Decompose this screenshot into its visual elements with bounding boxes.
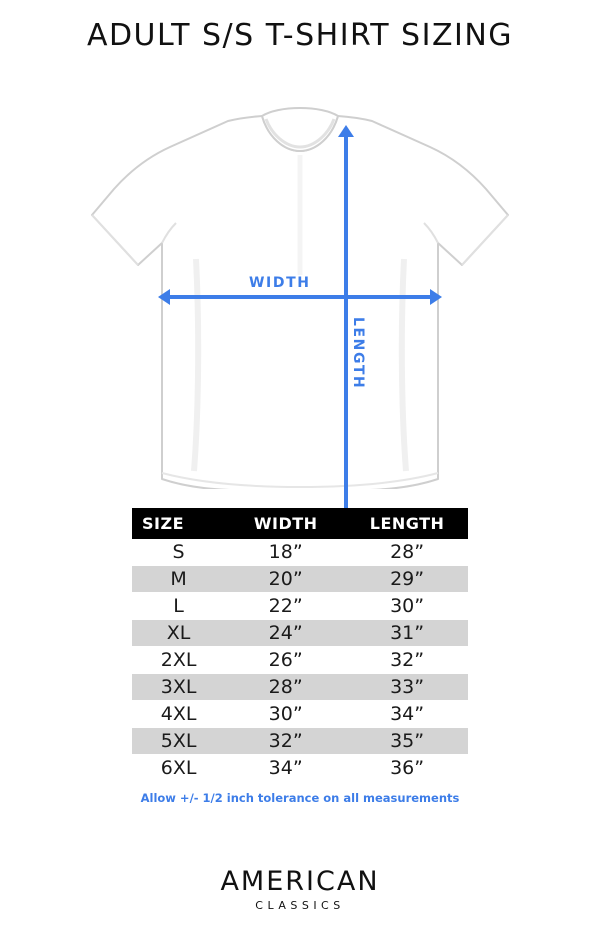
size-table-wrapper [132,508,468,805]
cell-width: 28” [225,674,346,701]
brand-name: AMERICAN [220,866,380,897]
cell-size: L [132,593,225,620]
cell-size: 2XL [132,647,225,674]
cell-length: 30” [346,593,468,620]
cell-size: S [132,539,225,566]
cell-length: 28” [346,539,468,566]
cell-width: 24” [225,620,346,647]
cell-width: 18” [225,539,346,566]
brand-logo [0,866,600,912]
page-title: ADULT S/S T-SHIRT SIZING [86,18,514,53]
cell-length: 31” [346,620,468,647]
cell-size: 6XL [132,755,225,782]
cell-width: 20” [225,566,346,593]
table-row [132,647,468,674]
cell-length: 29” [346,566,468,593]
cell-length: 36” [346,755,468,782]
width-label: WIDTH [243,275,317,291]
table-header-row [132,508,468,539]
column-header-size: SIZE [132,508,225,539]
table-row [132,620,468,647]
cell-width: 30” [225,701,346,728]
length-label: LENGTH [350,311,366,395]
cell-length: 32” [346,647,468,674]
cell-length: 33” [346,674,468,701]
brand-subtitle: CLASSICS [255,899,345,912]
column-header-length: LENGTH [346,508,468,539]
length-measure-line [344,133,348,551]
table-row [132,755,468,782]
table-row [132,674,468,701]
width-measure-line [166,295,434,299]
table-row [132,593,468,620]
cell-width: 32” [225,728,346,755]
column-header-width: WIDTH [225,508,346,539]
cell-width: 22” [225,593,346,620]
width-arrow-right [430,289,442,305]
width-arrow-left [158,289,170,305]
cell-width: 26” [225,647,346,674]
cell-size: XL [132,620,225,647]
table-row [132,728,468,755]
tshirt-illustration [0,59,600,489]
table-row [132,539,468,566]
cell-size: 5XL [132,728,225,755]
cell-width: 34” [225,755,346,782]
cell-length: 35” [346,728,468,755]
table-row [132,566,468,593]
cell-size: 4XL [132,701,225,728]
table-row [132,701,468,728]
size-table [132,508,468,782]
length-arrow-top [338,125,354,137]
tolerance-note: Allow +/- 1/2 inch tolerance on all measurements [140,791,460,805]
cell-size: 3XL [132,674,225,701]
cell-size: M [132,566,225,593]
cell-length: 34” [346,701,468,728]
tshirt-diagram [0,59,600,489]
